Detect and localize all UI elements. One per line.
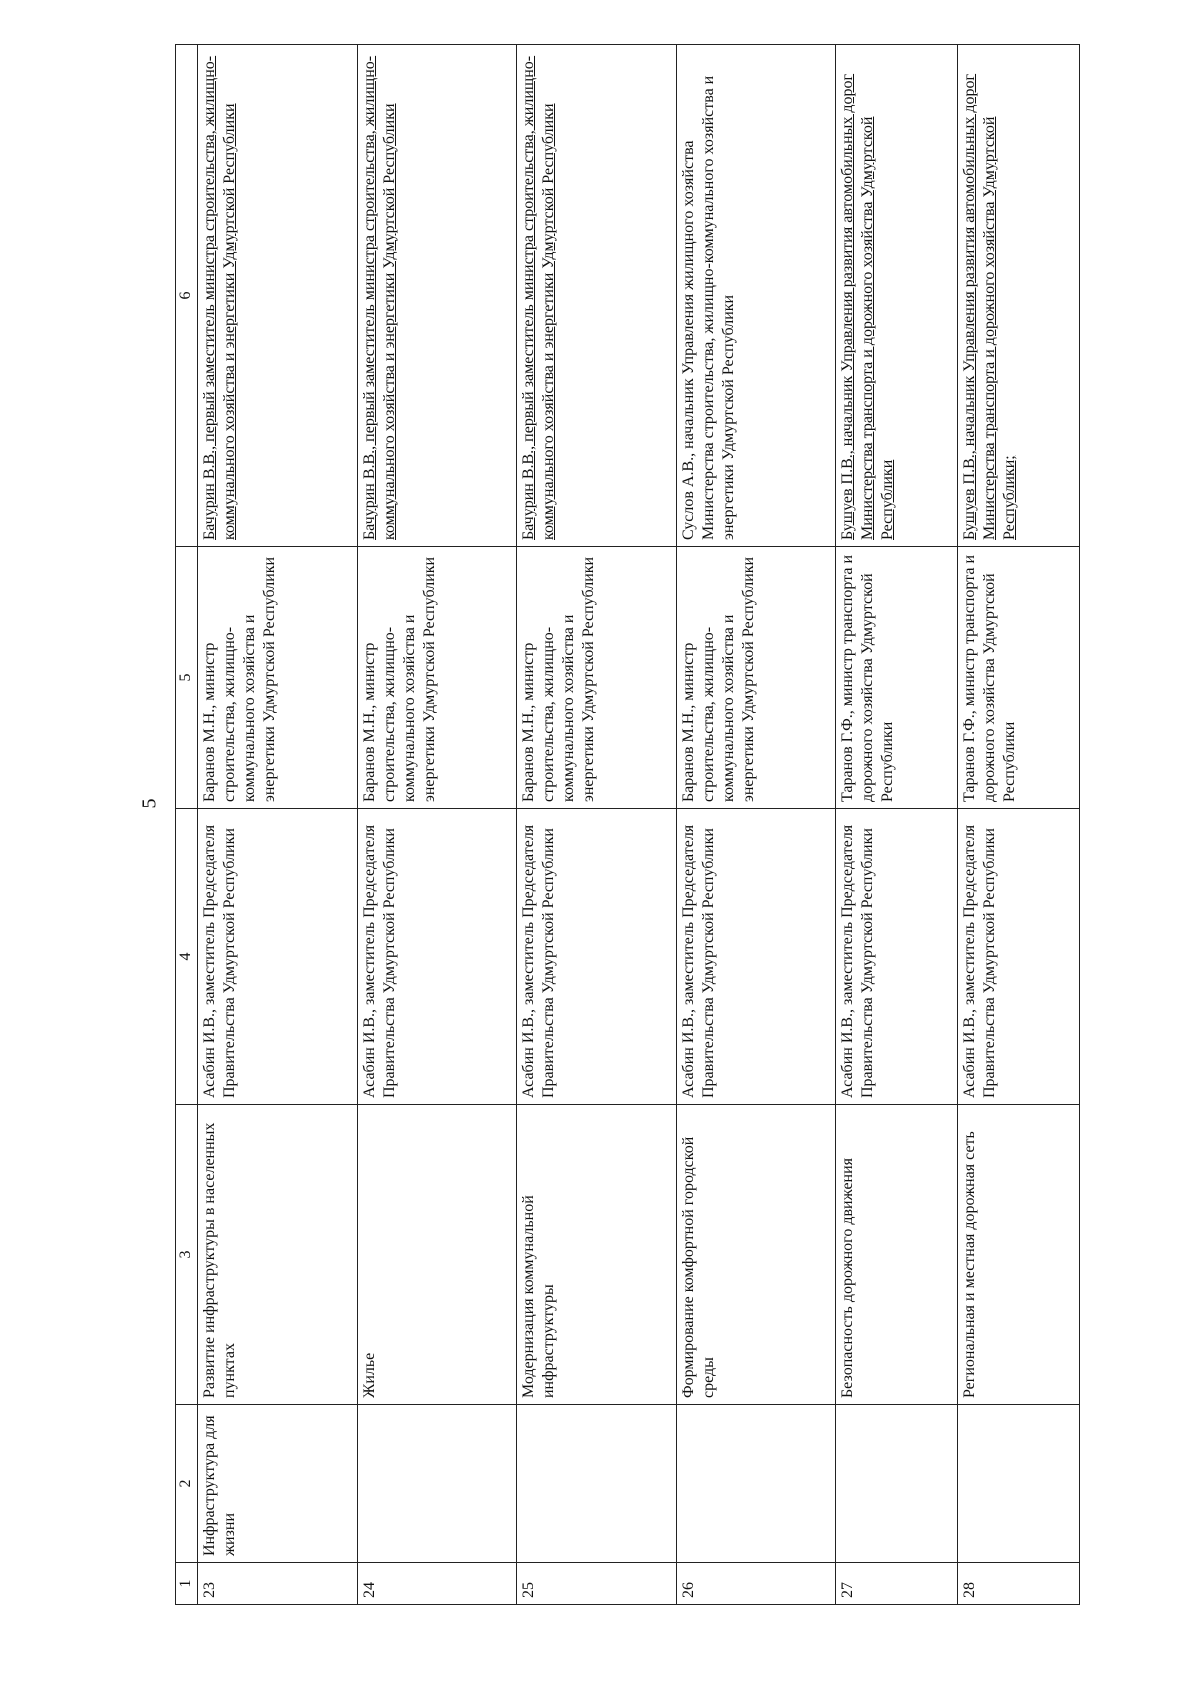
- project-cell: Развитие инфраструктуры в населенных пунктах: [198, 1105, 358, 1405]
- curator-cell: Асабин И.В., заместитель Председателя Правительства Удмуртской Республики: [957, 809, 1079, 1105]
- admin-cell: Бачурин В.В., первый заместитель министра строительства, жилищно-коммунального хозяйства и энергетики Удмуртской Республики: [198, 45, 358, 547]
- area-cell: [836, 1405, 958, 1563]
- rotated-table-container: [175, 45, 1080, 1605]
- row-number: 28: [957, 1563, 1079, 1605]
- header-cell: 3: [176, 1105, 198, 1405]
- admin-cell: Бачурин В.В., первый заместитель министра строительства, жилищно-коммунального хозяйства и энергетики Удмуртской Республики: [517, 45, 677, 547]
- header-cell: 2: [176, 1405, 198, 1563]
- project-cell: Формирование комфортной городской среды: [676, 1105, 836, 1405]
- project-cell: Жилье: [357, 1105, 517, 1405]
- table-row: [836, 45, 958, 1605]
- projects-table: [175, 44, 1080, 1605]
- row-number: 26: [676, 1563, 836, 1605]
- curator-cell: Асабин И.В., заместитель Председателя Правительства Удмуртской Республики: [676, 809, 836, 1105]
- area-cell: [957, 1405, 1079, 1563]
- admin-cell: Бушуев П.В., начальник Управления развития автомобильных дорог Министерства транспорта и дорожного хозяйства Удмуртской Республики: [836, 45, 958, 547]
- row-number: 23: [198, 1563, 358, 1605]
- curator-cell: Асабин И.В., заместитель Председателя Правительства Удмуртской Республики: [836, 809, 958, 1105]
- header-cell: 4: [176, 809, 198, 1105]
- admin-cell: Бушуев П.В., начальник Управления развития автомобильных дорог Министерства транспорта и дорожного хозяйства Удмуртской Республики;: [957, 45, 1079, 547]
- row-number: 24: [357, 1563, 517, 1605]
- table-row: [198, 45, 358, 1605]
- header-row: [176, 45, 198, 1605]
- project-cell: Безопасность дорожного движения: [836, 1105, 958, 1405]
- area-cell: [676, 1405, 836, 1563]
- project-cell: Модернизация коммунальной инфраструктуры: [517, 1105, 677, 1405]
- page-number: 5: [138, 798, 161, 809]
- header-cell: 1: [176, 1563, 198, 1605]
- curator-cell: Асабин И.В., заместитель Председателя Правительства Удмуртской Республики: [198, 809, 358, 1105]
- head-cell: Баранов М.Н., министр строительства, жилищно-коммунального хозяйства и энергетики Удмуртской Республики: [517, 547, 677, 809]
- project-cell: Региональная и местная дорожная сеть: [957, 1105, 1079, 1405]
- table-row: [517, 45, 677, 1605]
- row-number: 25: [517, 1563, 677, 1605]
- admin-cell: Бачурин В.В., первый заместитель министра строительства, жилищно-коммунального хозяйства и энергетики Удмуртской Республики: [357, 45, 517, 547]
- head-cell: Таранов Г.Ф., министр транспорта и дорожного хозяйства Удмуртской Республики: [836, 547, 958, 809]
- table-row: [957, 45, 1079, 1605]
- admin-cell: Суслов А.В., начальник Управления жилищного хозяйства Министерства строительства, жилищно-коммунального хозяйства и энергетики Удмуртской Республики: [676, 45, 836, 547]
- curator-cell: Асабин И.В., заместитель Председателя Правительства Удмуртской Республики: [357, 809, 517, 1105]
- header-cell: 6: [176, 45, 198, 547]
- table-row: [676, 45, 836, 1605]
- table-row: [357, 45, 517, 1605]
- head-cell: Баранов М.Н., министр строительства, жилищно-коммунального хозяйства и энергетики Удмуртской Республики: [198, 547, 358, 809]
- curator-cell: Асабин И.В., заместитель Председателя Правительства Удмуртской Республики: [517, 809, 677, 1105]
- area-cell: [357, 1405, 517, 1563]
- header-cell: 5: [176, 547, 198, 809]
- head-cell: Баранов М.Н., министр строительства, жилищно-коммунального хозяйства и энергетики Удмуртской Республики: [676, 547, 836, 809]
- head-cell: Таранов Г.Ф., министр транспорта и дорожного хозяйства Удмуртской Республики: [957, 547, 1079, 809]
- area-cell: [517, 1405, 677, 1563]
- row-number: 27: [836, 1563, 958, 1605]
- head-cell: Баранов М.Н., министр строительства, жилищно-коммунального хозяйства и энергетики Удмуртской Республики: [357, 547, 517, 809]
- area-cell: Инфраструктура для жизни: [198, 1405, 358, 1563]
